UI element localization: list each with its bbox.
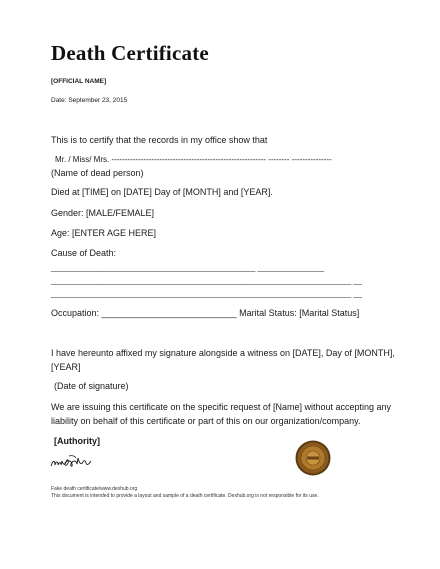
footer-disclaimer: This document is intended to provide a layout and sample of a death certificate. Dexhub.org is not responsible for its use. [51,493,319,499]
cause-line: ________________________________________________________________________ __ [51,276,362,285]
date-of-signature: (Date of signature) [54,381,129,391]
date-line: Date: September 23, 2015 [51,97,128,104]
name-caption: (Name of dead person) [51,168,144,178]
certify-line: This is to certify that the records in my office show that [51,135,268,145]
affix-line: I have hereunto affixed my signature alongside a witness on [DATE], Day of [MONTH], [51,348,395,358]
issuing-line: We are issuing this certificate on the specific request of [Name] without accepting any [51,402,392,412]
affix-line-year: [YEAR] [51,362,81,372]
signature-image [49,452,93,472]
died-line: Died at [TIME] on [DATE] Day of [MONTH] and [YEAR]. [51,187,273,197]
occupation-line: Occupation: ___________________________ Marital Status: [Marital Status] [51,308,360,318]
cause-line: _________________________________________________ ________________ [51,263,325,272]
name-line: Mr. / Miss/ Mrs. ---------------------------------------------------------- -------- --------------- [55,155,332,164]
official-name: [OFFICIAL NAME] [51,78,107,85]
issuing-line: liability on behalf of this certificate or part of this on our organization/company. [51,416,361,426]
age-line: Age: [ENTER AGE HERE] [51,228,157,238]
authority-label: [Authority] [54,436,100,446]
cause-label: Cause of Death: [51,248,117,258]
footer-source: Fake death certificate/www.dexhub.org [51,486,138,492]
official-seal-image [295,440,331,476]
cause-line: ________________________________________________________________________ __ [51,289,362,298]
document-title: Death Certificate [51,41,209,65]
gender-line: Gender: [MALE/FEMALE] [51,208,155,218]
